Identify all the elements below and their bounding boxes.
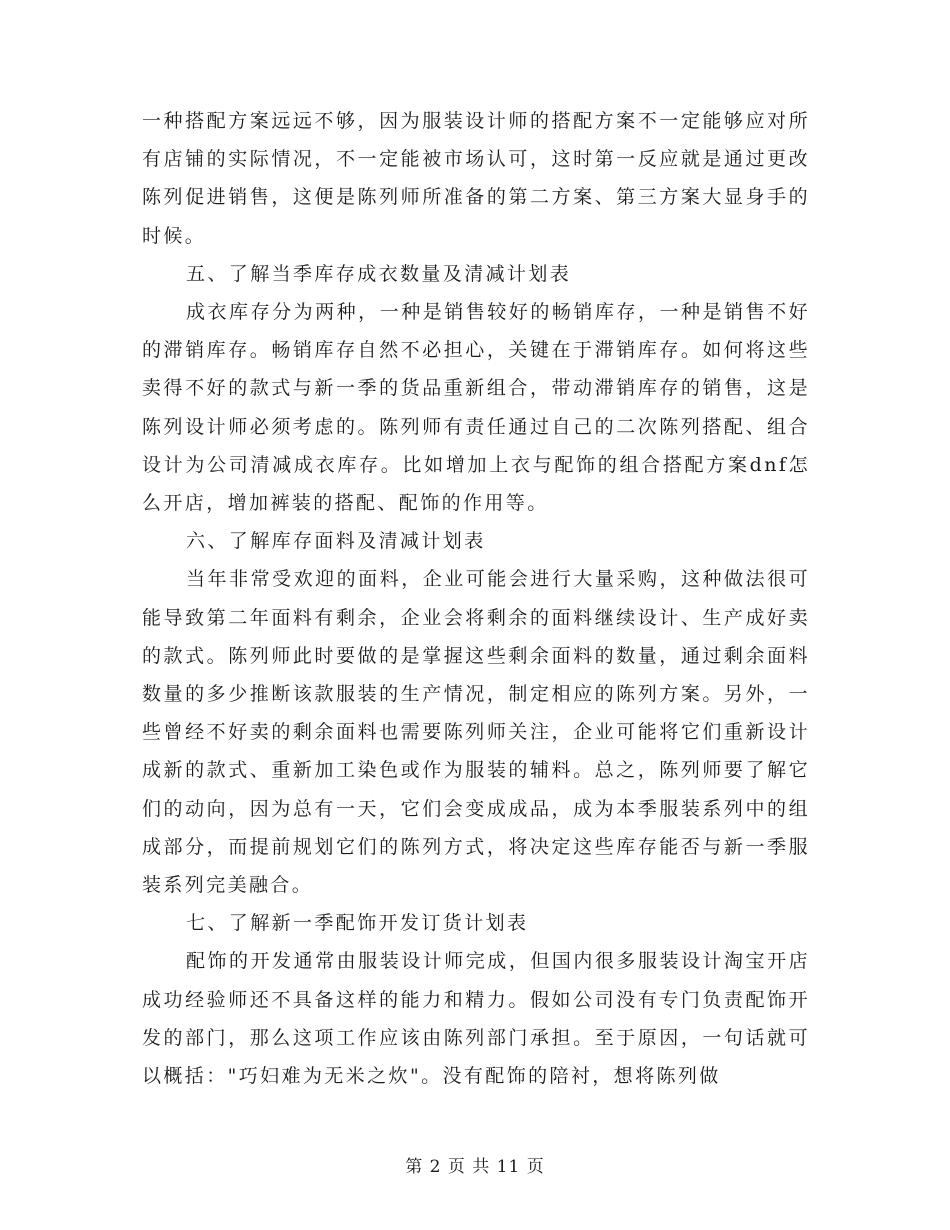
paragraph-accessories: 配饰的开发通常由服装设计师完成，但国内很多服装设计淘宝开店成功经验师还不具备这样的能力和精力。假如公司没有专门负责配饰开发的部门，那么这项工作应该由陈列部门承担。至于原因，一句话就可以概括："巧妇难为无米之炊"。没有配饰的陪衬，想将陈列做 [142, 950, 810, 1088]
section-heading-6: 六、了解库存面料及清减计划表 [186, 530, 486, 553]
page-number-footer: 第 2 页 共 11 页 [405, 1157, 545, 1177]
section-heading-5: 五、了解当季库存成衣数量及清减计划表 [186, 262, 572, 285]
section-heading-7: 七、了解新一季配饰开发订货计划表 [186, 912, 529, 935]
paragraph-finished-goods-inventory: 成衣库存分为两种，一种是销售较好的畅销库存，一种是销售不好的滞销库存。畅销库存自然不必担心，关键在于滞销库存。如何将这些卖得不好的款式与新一季的货品重新组合，带动滞销库存的销售，这是陈列设计师必须考虑的。陈列师有责任通过自己的二次陈列搭配、组合设计为公司清减成衣库存。比如增加上衣与配饰的组合搭配方案dnf怎么开店，增加裤装的搭配、配饰的作用等。 [142, 301, 810, 515]
paragraph-fabric-inventory: 当年非常受欢迎的面料，企业可能会进行大量采购，这种做法很可能导致第二年面料有剩余，企业会将剩余的面料继续设计、生产成好卖的款式。陈列师此时要做的是掌握这些剩余面料的数量，通过剩余面料数量的多少推断该款服装的生产情况，制定相应的陈列方案。另外，一些曾经不好卖的剩余面料也需要陈列师关注，企业可能将它们重新设计成新的款式、重新加工染色或作为服装的辅料。总之，陈列师要了解它们的动向，因为总有一天，它们会变成成品，成为本季服装系列中的组成部分，而提前规划它们的陈列方式，将决定这些库存能否与新一季服装系列完美融合。 [142, 568, 810, 897]
paragraph-continuation: 一种搭配方案远远不够，因为服装设计师的搭配方案不一定能够应对所有店铺的实际情况，不一定能被市场认可，这时第一反应就是通过更改陈列促进销售，这便是陈列师所准备的第二方案、第三方案大显身手的时候。 [142, 110, 810, 247]
document-body [142, 102, 810, 1095]
